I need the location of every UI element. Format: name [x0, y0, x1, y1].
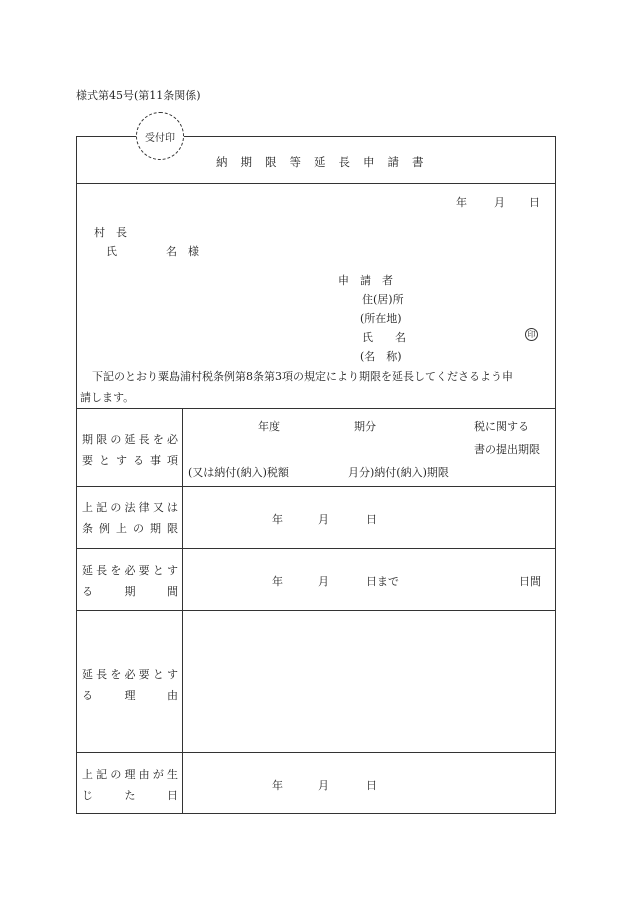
row3-label-line2: る 期 間: [82, 585, 178, 598]
reception-seal-label: 受付印: [145, 132, 175, 144]
reception-seal: [136, 112, 184, 160]
date-year: 年: [456, 196, 467, 209]
row4-label-line1: 延長を必要とす: [82, 668, 178, 681]
row5-month: 月: [318, 779, 329, 792]
divider-row1: [76, 486, 556, 487]
row2-month: 月: [318, 513, 329, 526]
intro-line-1: 下記のとおり粟島浦村税条例第8条第3項の規定により期限を延長してくださるよう申: [92, 370, 513, 383]
row1-bottom-left: (又は納付(納入)税額: [188, 466, 289, 479]
divider-row3: [76, 610, 556, 611]
row5-label-line1: 上記の理由が生: [82, 768, 178, 781]
divider-table-top: [76, 408, 556, 409]
seal-stamp-label: 印: [527, 330, 536, 339]
form-number: 様式第45号(第11条関係): [76, 89, 201, 102]
row5-year: 年: [272, 779, 283, 792]
row3-until: 日まで: [366, 575, 399, 588]
row3-label-line1: 延長を必要とす: [82, 564, 178, 577]
row1-tax-line1: 税に関する: [474, 420, 529, 433]
row3-days: 日間: [519, 575, 541, 588]
row5-label: [82, 764, 178, 806]
row1-label-line1: 期限の延長を必: [82, 433, 178, 446]
row3-month: 月: [318, 575, 329, 588]
applicant-heading: 申 請 者: [338, 274, 393, 287]
row2-day: 日: [366, 513, 377, 526]
addressee-sama: 名 様: [166, 245, 199, 258]
form-frame: [76, 136, 556, 814]
row3-label: [82, 560, 178, 602]
applicant-address-alt: (所在地): [360, 312, 402, 325]
row2-label-line2: 条例上の期限: [82, 522, 178, 535]
row1-tax-line2: 書の提出期限: [474, 443, 540, 456]
row1-kibun: 期分: [354, 420, 376, 433]
divider-row4: [76, 752, 556, 753]
row4-label: [82, 664, 178, 706]
row2-label-line1: 上記の法律又は: [82, 501, 178, 514]
row2-year: 年: [272, 513, 283, 526]
date-month: 月: [494, 196, 505, 209]
applicant-name: 氏 名: [362, 331, 406, 344]
form-title: 納期限等延長申請書: [216, 155, 437, 169]
row1-label-line2: 要とする事項: [82, 454, 178, 467]
row1-nendo: 年度: [258, 420, 280, 433]
row2-label: [82, 497, 178, 539]
intro-line-2: 請します。: [80, 391, 135, 404]
date-day: 日: [529, 196, 540, 209]
addressee-title: 村 長: [94, 226, 127, 239]
row4-label-line2: る 理 由: [82, 689, 178, 702]
addressee-name-label: 氏: [106, 245, 117, 258]
row1-label: [82, 429, 178, 471]
row3-year: 年: [272, 575, 283, 588]
divider-title: [76, 183, 556, 184]
row5-label-line2: じ た 日: [82, 789, 178, 802]
row5-day: 日: [366, 779, 377, 792]
divider-row2: [76, 548, 556, 549]
label-column-divider: [182, 408, 183, 814]
applicant-address: 住(居)所: [362, 293, 404, 306]
seal-stamp-icon: [525, 328, 538, 341]
row1-bottom-right: 月分)納付(納入)期限: [348, 466, 449, 479]
applicant-name-alt: (名 称): [360, 350, 402, 363]
